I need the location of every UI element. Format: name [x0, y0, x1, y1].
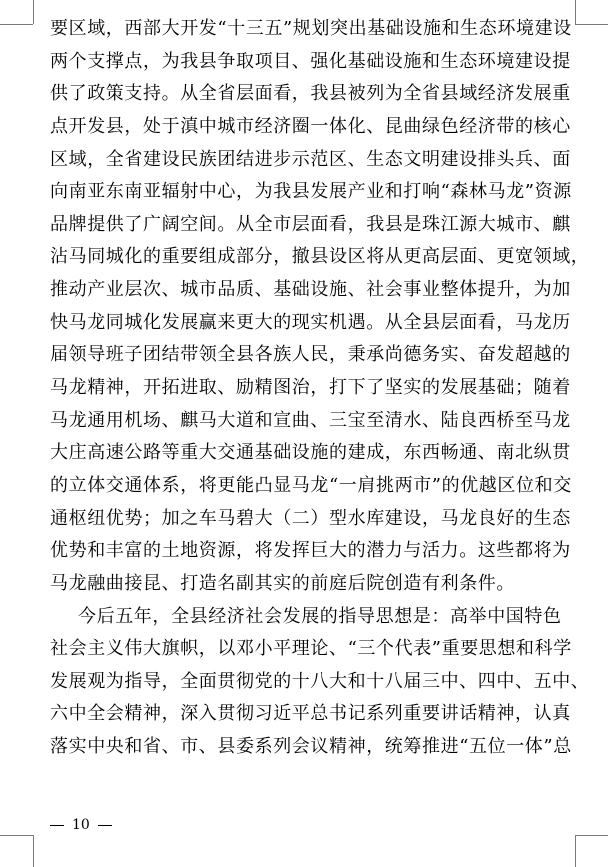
text-line: 马龙融曲接昆、打造名副其实的前庭后院创造有利条件。: [50, 572, 515, 594]
text-line: 大庄高速公路等重大交通基础设施的建成，东西畅通、南北纵贯: [50, 442, 571, 464]
text-line: 供了政策支持。从全省层面看，我县被列为全省县域经济发展重: [50, 83, 571, 105]
crop-mark-bottom-right-vertical: [575, 835, 576, 867]
page-number-dash-right: [98, 825, 112, 826]
crop-mark-bottom-right-horizontal: [575, 835, 608, 836]
text-line: 落实中央和省、市、县委系列会议精神，统筹推进“五位一体”总: [50, 736, 572, 758]
text-line: 社会主义伟大旗帜，以邓小平理论、“三个代表”重要思想和科学: [50, 638, 572, 660]
text-line: 沾马同城化的重要组成部分，撤县设区将从更高层面、更宽领域，: [50, 246, 590, 268]
text-line: 两个支撑点，为我县争取项目、强化基础设施和生态环境建设提: [50, 50, 571, 72]
page-number-value: 10: [72, 817, 90, 833]
crop-mark-top-left-horizontal: [0, 24, 33, 25]
text-line: 马龙精神，开拓进取、励精图治，打下了坚实的发展基础；随着: [50, 377, 571, 399]
text-line: 快马龙同城化发展赢来更大的现实机遇。从全县层面看，马龙历: [50, 311, 571, 333]
crop-mark-bottom-left-vertical: [33, 835, 34, 867]
text-line: 向南亚东南亚辐射中心，为我县发展产业和打响“森林马龙”资源: [50, 181, 572, 203]
crop-mark-top-left-vertical: [33, 0, 34, 24]
text-line: 六中全会精神，深入贯彻习近平总书记系列重要讲话精神，认真: [50, 703, 571, 725]
text-line: 届领导班子团结带领全县各族人民，秉承尚德务实、奋发超越的: [50, 344, 571, 366]
text-line: 马龙通用机场、麒马大道和宣曲、三宝至清水、陆良西桥至马龙: [50, 409, 571, 431]
text-line: 推动产业层次、城市品质、基础设施、社会事业整体提升，为加: [50, 279, 571, 301]
text-line: 要区域，西部大开发“十三五”规划突出基础设施和生态环境建设: [50, 18, 572, 39]
text-line: 品牌提供了广阔空间。从全市层面看，我县是珠江源大城市、麒: [50, 213, 571, 235]
page-number: [50, 815, 112, 835]
text-line: 发展观为指导，全面贯彻党的十八大和十八届三中、四中、五中、: [50, 670, 590, 692]
text-line: 通枢纽优势；加之车马碧大（二）型水库建设，马龙良好的生态: [50, 507, 571, 529]
body-text: [50, 13, 590, 764]
text-line: 的立体交通体系，将更能凸显马龙“一肩挑两市”的优越区位和交: [50, 474, 572, 496]
text-line: 区域，全省建设民族团结进步示范区、生态文明建设排头兵、面: [50, 148, 571, 170]
crop-mark-bottom-left-horizontal: [0, 835, 33, 836]
text-line: 优势和丰富的土地资源，将发挥巨大的潜力与活力。这些都将为: [50, 540, 571, 562]
page-number-dash-left: [50, 825, 64, 826]
paragraph-start-line: 今后五年，全县经济社会发展的指导思想是：高举中国特色: [78, 605, 562, 627]
text-line: 点开发县，处于滇中城市经济圈一体化、昆曲绿色经济带的核心: [50, 115, 571, 137]
